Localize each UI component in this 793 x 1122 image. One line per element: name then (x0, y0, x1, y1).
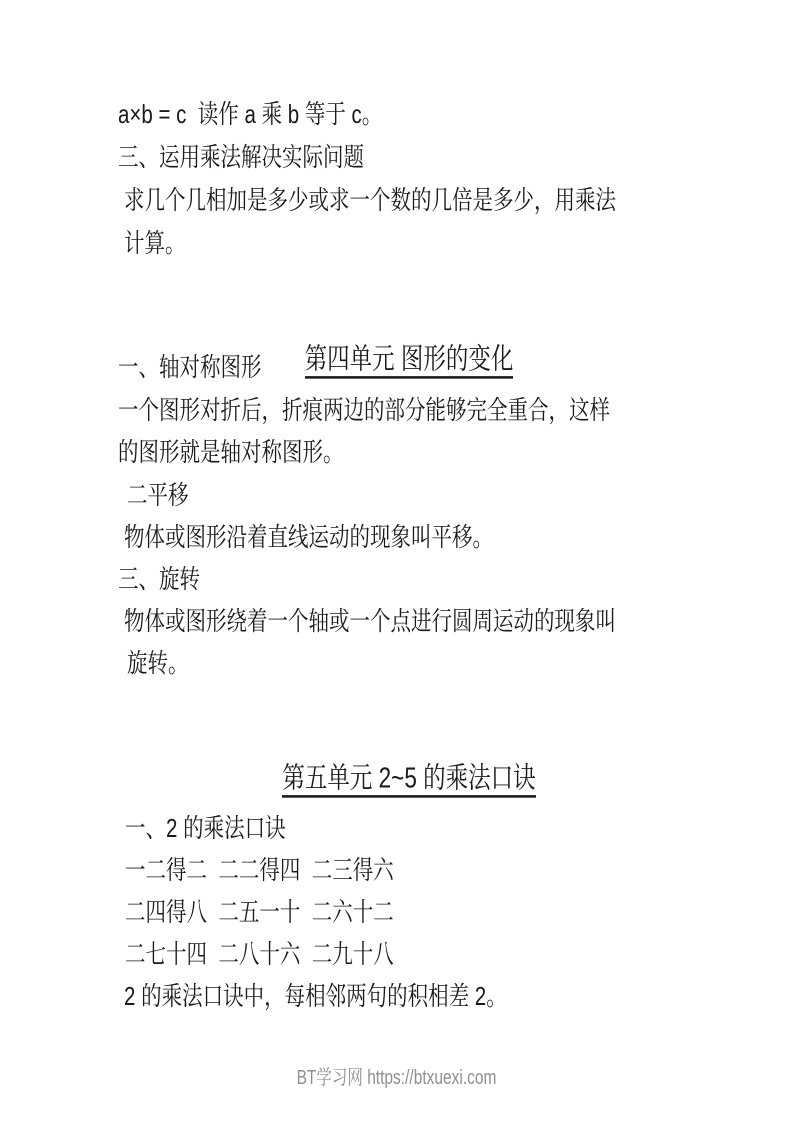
unit5-heading (0, 726, 793, 830)
unit5-table-row3: 二七十四 二八十六 二九十八 (125, 940, 394, 970)
unit4-point2-body: 物体或图形沿着直线运动的现象叫平移。 (124, 523, 493, 553)
unit5-note: 2 的乘法口诀中，每相邻两句的积相差 2。 (124, 982, 507, 1012)
footer-watermark: BT学习网 https://btxuexi.com (296, 1067, 497, 1090)
unit4-point3-body-line1: 物体或图形绕着一个轴或一个点进行圆周运动的现象叫 (124, 607, 616, 637)
unit3-point3-body-line1: 求几个几相加是多少或求一个数的几倍是多少，用乘法 (124, 186, 616, 216)
unit5-table-row1: 一二得二 二二得四 二三得六 (125, 856, 394, 886)
unit4-point1-body-line2: 的图形就是轴对称图形。 (118, 438, 344, 468)
unit4-point3-title: 三、旋转 (118, 565, 200, 595)
unit3-point3-title: 三、运用乘法解决实际问题 (118, 143, 364, 173)
unit4-heading-text: 第四单元 图形的变化 (305, 343, 514, 379)
unit4-point1-body-line1: 一个图形对折后，折痕两边的部分能够完全重合，这样 (118, 396, 610, 426)
unit5-table-row2: 二四得八 二五一十 二六十二 (125, 898, 394, 928)
unit4-point2-title: 二平移 (127, 481, 189, 511)
unit3-reading-rule: a×b = c 读作 a 乘 b 等于 c。 (118, 100, 383, 130)
unit4-point3-body-line2: 旋转。 (127, 649, 189, 679)
unit3-point3-body-line2: 计算。 (124, 229, 186, 259)
unit4-point1-title: 一、轴对称图形 (118, 353, 262, 383)
unit5-point1-title: 一、2 的乘法口诀 (125, 814, 286, 844)
unit5-heading-text: 第五单元 2~5 的乘法口诀 (282, 762, 535, 798)
